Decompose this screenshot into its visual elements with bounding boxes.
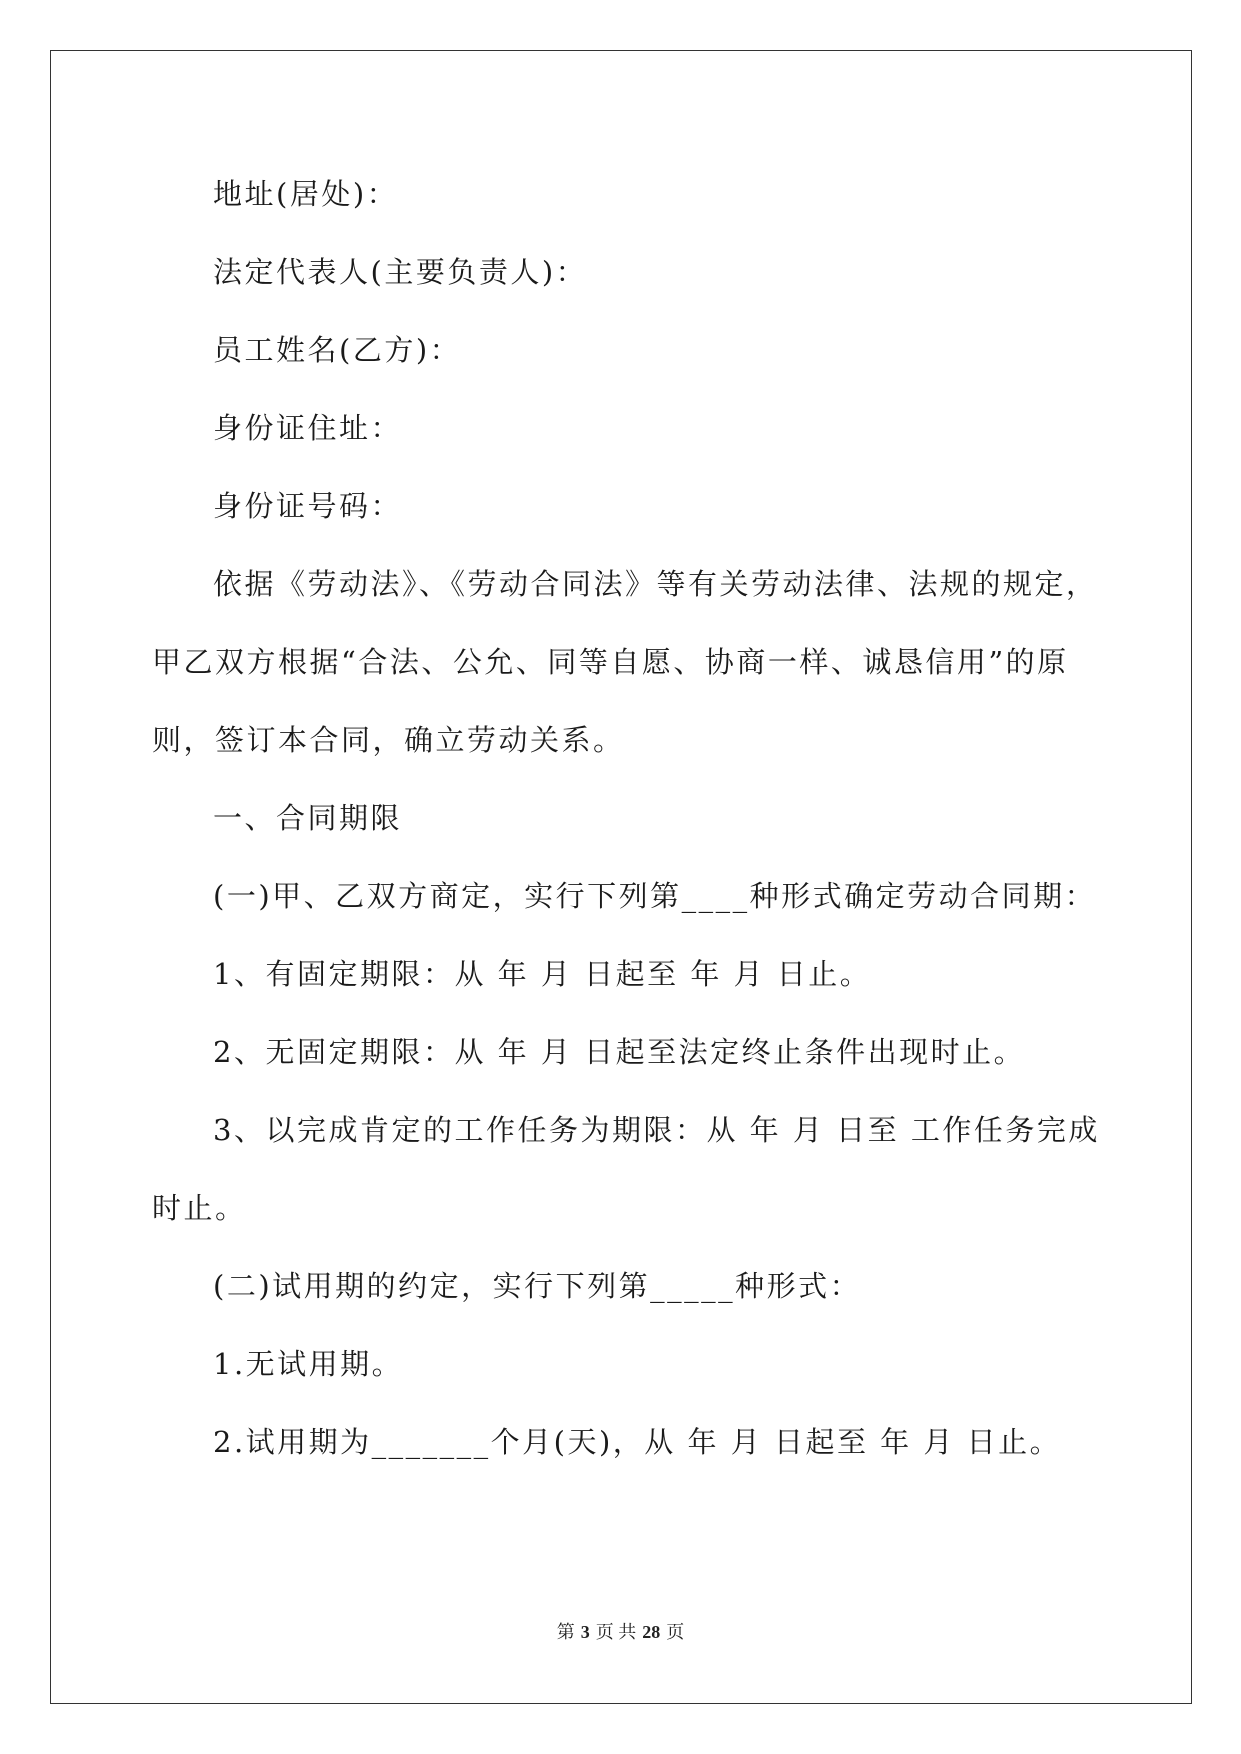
clause-line: 2.试用期为_______个月(天)，从 年 月 日起至 年 月 日止。 xyxy=(213,1425,1062,1459)
footer-prefix: 第 xyxy=(556,1622,575,1642)
footer-total-pages: 28 xyxy=(642,1622,661,1642)
id-number-line: 身份证号码： xyxy=(213,489,403,523)
clause-line: 1.无试用期。 xyxy=(213,1347,404,1381)
address-line: 地址(居处)： xyxy=(213,177,399,211)
paragraph-line: 则，签订本合同，确立劳动关系。 xyxy=(152,723,625,757)
clause-line: (二)试用期的约定，实行下列第_____种形式： xyxy=(213,1269,862,1303)
legal-representative-line: 法定代表人(主要负责人)： xyxy=(213,255,588,289)
paragraph-line: 依据《劳动法》、《劳动合同法》等有关劳动法律、法规的规定， xyxy=(213,567,1098,601)
id-address-line: 身份证住址： xyxy=(213,411,403,445)
section-heading: 一、合同期限 xyxy=(213,801,403,835)
employee-name-line: 员工姓名(乙方)： xyxy=(213,333,462,367)
clause-line: 2、无固定期限：从 年 月 日起至法定终止条件出现时止。 xyxy=(213,1035,1026,1069)
footer-suffix: 页 xyxy=(666,1622,685,1642)
clause-line: 1、有固定期限：从 年 月 日起至 年 月 日止。 xyxy=(213,957,872,991)
paragraph-line: 甲乙双方根据“合法、公允、同等自愿、协商一样、诚恳信用”的原 xyxy=(152,645,1069,679)
clause-line: 3、以完成肯定的工作任务为期限：从 年 月 日至 工作任务完成 xyxy=(213,1113,1100,1147)
page-footer xyxy=(0,1618,1241,1644)
clause-line: 时止。 xyxy=(152,1191,247,1225)
footer-mid: 页 共 xyxy=(595,1622,637,1642)
footer-current-page: 3 xyxy=(580,1622,590,1642)
clause-line: (一)甲、乙双方商定，实行下列第____种形式确定劳动合同期： xyxy=(213,879,1097,913)
